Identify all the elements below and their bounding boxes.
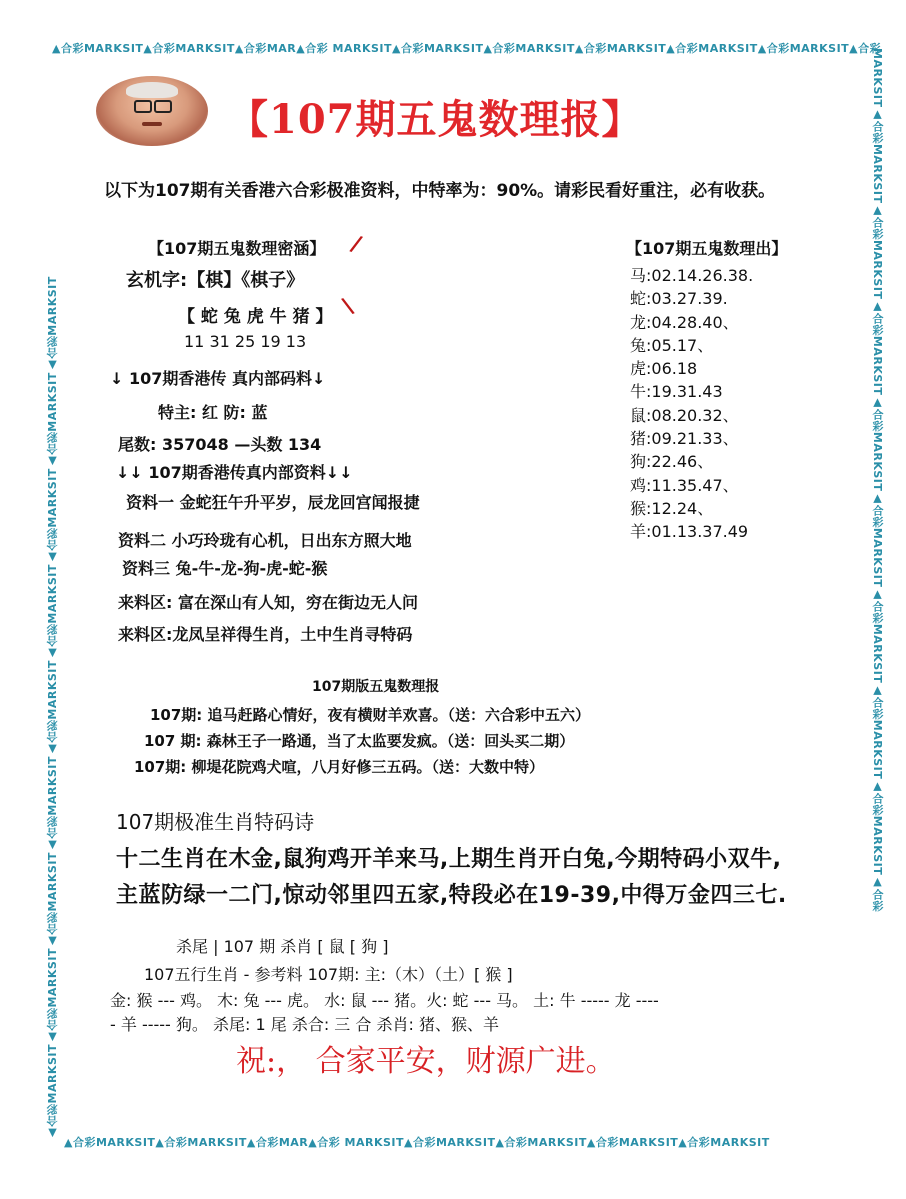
- poem-line-2: 主蓝防绿一二门,惊动邻里四五家,特段必在19-39,中得万金四三七.: [116, 883, 787, 908]
- poem-header: 107期极准生肖特码诗: [116, 810, 315, 834]
- list-item: 牛:19.31.43: [630, 382, 723, 402]
- border-watermark-bottom: ▲合彩MARKSIT▲合彩MARKSIT▲合彩MAR▲合彩 MARKSIT▲合彩MARKSIT▲合彩MARKSIT▲合彩MARKSIT▲合彩MARKSIT: [64, 1136, 770, 1149]
- data-item-2: 资料二 小巧玲珑有心机，日出东方照大地: [118, 531, 412, 550]
- poem-line-1: 十二生肖在木金,鼠狗鸡开羊来马,上期生肖开白兔,今期特码小双牛,: [116, 847, 782, 872]
- list-item: 羊:01.13.37.49: [630, 522, 749, 542]
- secret-header: 【107期五鬼数理密涵】: [148, 239, 326, 258]
- list-item: 鸡:11.35.47、: [630, 475, 739, 495]
- inside-header: ↓ 107期香港传 真内部码料↓: [110, 369, 326, 388]
- data-item-3: 资料三 兔-牛-龙-狗-虎-蛇-猴: [122, 559, 328, 578]
- data-item-5: 来料区:龙凤呈祥得生肖，土中生肖寻特码: [118, 625, 413, 644]
- blessing-text: 祝:， 合家平安，财源广进。: [236, 1044, 616, 1079]
- element-line-2: - 羊 ----- 狗。 杀尾: 1 尾 杀合: 三 合 杀肖: 猪、猴、羊: [110, 1015, 499, 1034]
- inside-header-2: ↓↓ 107期香港传真内部资料↓↓: [116, 463, 353, 482]
- tail-numbers: 尾数: 357048 —头数 134: [118, 435, 322, 454]
- zodiac-number-list: [630, 264, 753, 544]
- version-header: 107期版五鬼数理报: [312, 679, 440, 695]
- list-item: 猴:12.24、: [630, 498, 714, 518]
- list-item: 狗:22.46、: [630, 452, 714, 472]
- red-slash-mark: /: [347, 231, 365, 258]
- kill-line: 杀尾 | 107 期 杀肖 [ 鼠 [ 狗 ]: [176, 937, 389, 956]
- list-item: 龙:04.28.40、: [630, 312, 739, 332]
- list-item: 兔:05.17、: [630, 335, 714, 355]
- border-watermark-left: ▲合彩MARKSIT▲合彩MARKSIT▲合彩MARKSIT▲合彩MARKSIT▲合彩MARKSIT▲合彩MARKSIT▲合彩MARKSIT▲合彩MARKSIT▲合彩MARKSIT: [46, 276, 59, 1140]
- zodiac-list: 【 蛇 兔 虎 牛 猪 】: [178, 307, 333, 327]
- wuxing-line: 107五行生肖 - 参考料 107期: 主:（木）（土）[ 猴 ]: [144, 965, 513, 984]
- border-watermark-right: MARKSIT▲合彩MARKSIT▲合彩MARKSIT▲合彩MARKSIT▲合彩MARKSIT▲合彩MARKSIT▲合彩MARKSIT▲合彩MARKSIT▲合彩MARKSIT▲合彩: [871, 48, 884, 912]
- version-line-2: 107 期: 森林王子一路通，当了太监要发疯。（送：回头买二期）: [144, 732, 575, 750]
- data-item-1: 资料一 金蛇狂午升平岁，辰龙回宫闻报捷: [126, 493, 420, 512]
- red-slash-mark-2: \: [339, 293, 357, 320]
- avatar: [96, 76, 208, 146]
- xuanji-text: 玄机字:【棋】《棋子》: [126, 270, 305, 291]
- page-title: 【107期五鬼数理报】: [228, 96, 643, 143]
- right-list-header: 【107期五鬼数理出】: [626, 239, 788, 258]
- list-item: 猪:09.21.33、: [630, 429, 739, 449]
- list-item: 鼠:08.20.32、: [630, 405, 739, 425]
- data-item-4: 来料区: 富在深山有人知，穷在街边无人问: [118, 593, 418, 612]
- list-item: 虎:06.18: [630, 359, 698, 379]
- border-watermark-top: ▲合彩MARKSIT▲合彩MARKSIT▲合彩MAR▲合彩 MARKSIT▲合彩MARKSIT▲合彩MARKSIT▲合彩MARKSIT▲合彩MARKSIT▲合彩MARKSIT▲合彩: [52, 42, 882, 55]
- intro-text: 以下为107期有关香港六合彩极准资料，中特率为：90%。请彩民看好重注，必有收获。: [104, 181, 776, 201]
- element-line-1: 金: 猴 --- 鸡。 木: 兔 --- 虎。 水: 鼠 --- 猪。火: 蛇 --- 马。 土: 牛 ----- 龙 ----: [110, 991, 659, 1010]
- list-item: 马:02.14.26.38.: [630, 266, 754, 285]
- zodiac-numbers: 11 31 25 19 13: [184, 332, 307, 351]
- version-line-3: 107期: 柳堤花院鸡犬喧，八月好修三五码。（送：大数中特）: [134, 758, 545, 776]
- special-colors: 特主: 红 防: 蓝: [158, 403, 268, 422]
- list-item: 蛇:03.27.39.: [630, 289, 728, 309]
- version-line-1: 107期: 追马赶路心情好，夜有横财羊欢喜。（送：六合彩中五六）: [150, 706, 591, 724]
